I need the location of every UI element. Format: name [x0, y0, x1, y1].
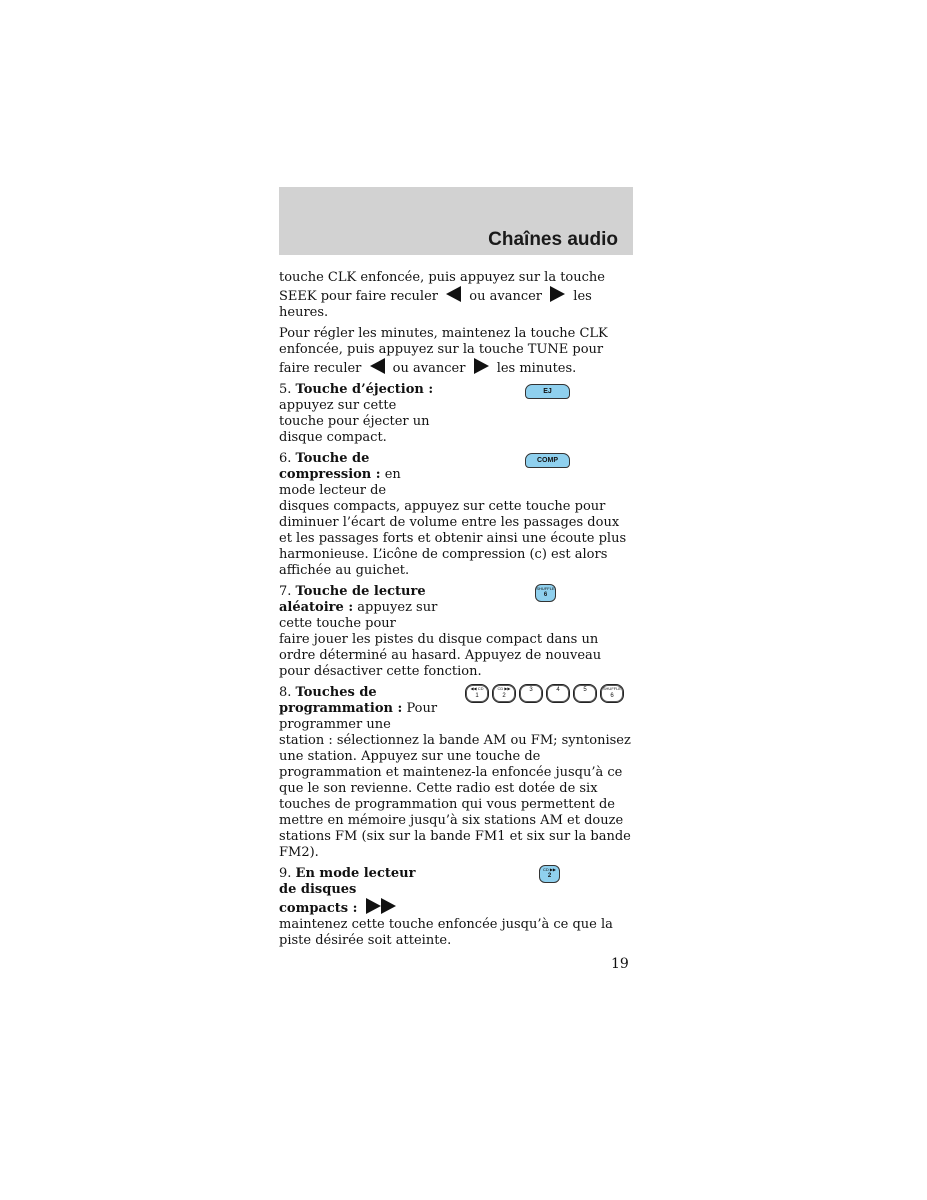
item-presets: 8. Touches de programmation : Pour programmer une station : sélectionnez la bande AM ou FM; syntonisez une station. Appuyez sur une touche de programmation et maintenez-la enfoncée jusqu’à ce que le son revienne. Cette radio est dotée de six touches de programmation qui vous permettent de mettre en mémoire jusqu’à six stations AM et douze stations FM (six sur la bande FM1 et six sur la bande FM2). ◀◀ CD 1 CD ▶▶ 2 3 4 5 SHUFFLE 6 [279, 685, 631, 860]
presets-title: Touches de programmation : [279, 685, 403, 716]
shuffle-title: Touche de lecture aléatoire : [279, 584, 426, 615]
page-number: 19 [611, 956, 629, 972]
fast-forward-arrow-icon [366, 898, 381, 914]
seek-back-arrow-icon [446, 286, 461, 302]
intro-paragraph-hours: touche CLK enfoncée, puis appuyez sur la touche SEEK pour faire reculer ou avancer les heures. [279, 270, 605, 320]
eject-button-icon: EJ [525, 384, 570, 399]
tune-forward-arrow-icon [474, 358, 489, 374]
item-shuffle: 7. Touche de lecture aléatoire : appuyez sur cette touche pour faire jouer les pistes du disque compact dans un ordre déterminé au hasard. Appuyez de nouveau pour désactiver cette fonction. SHUFFLE 6 [279, 584, 602, 679]
preset-1-icon: ◀◀ CD 1 [465, 684, 489, 703]
preset-5-icon: 5 [573, 684, 597, 703]
manual-content [279, 270, 633, 954]
preset-6-icon: SHUFFLE 6 [600, 684, 624, 703]
shuffle-button-icon: SHUFFLE 6 [535, 584, 556, 602]
section-header [279, 187, 633, 255]
item-fast-forward: 9. En mode lecteur de disques compacts : maintenez cette touche enfoncée jusqu’à ce que la piste désirée soit atteinte. CD ▶▶ 2 [279, 866, 613, 948]
fast-forward-title: En mode lecteur de disques compacts : [279, 866, 416, 916]
intro-paragraph-minutes: Pour régler les minutes, maintenez la touche CLK enfoncée, puis appuyez sur la touche TUNE pour faire reculer ou avancer les minutes. [279, 326, 608, 376]
tune-back-arrow-icon [370, 358, 385, 374]
seek-forward-arrow-icon [550, 286, 565, 302]
compression-button-icon: COMP [525, 453, 570, 468]
section-title: Chaînes audio [488, 229, 618, 250]
preset-3-icon: 3 [519, 684, 543, 703]
eject-title: Touche d’éjection : [295, 382, 434, 397]
fast-forward-arrow-2-icon [381, 898, 396, 914]
preset-2-icon: CD ▶▶ 2 [492, 684, 516, 703]
compression-title: Touche de compression : [279, 451, 381, 482]
preset-4-icon: 4 [546, 684, 570, 703]
fast-forward-button-icon: CD ▶▶ 2 [539, 865, 560, 883]
item-eject: 5. Touche d’éjection : appuyez sur cette touche pour éjecter un disque compact. EJ [279, 382, 633, 446]
item-compression: 6. Touche de compression : en mode lecteur de disques compacts, appuyez sur cette touche pour diminuer l’écart de volume entre les passages doux et les passages forts et obtenir ainsi une écoute plus harmonieuse. L’icône de compression (c) est alors affichée au guichet. COMP [279, 451, 627, 578]
